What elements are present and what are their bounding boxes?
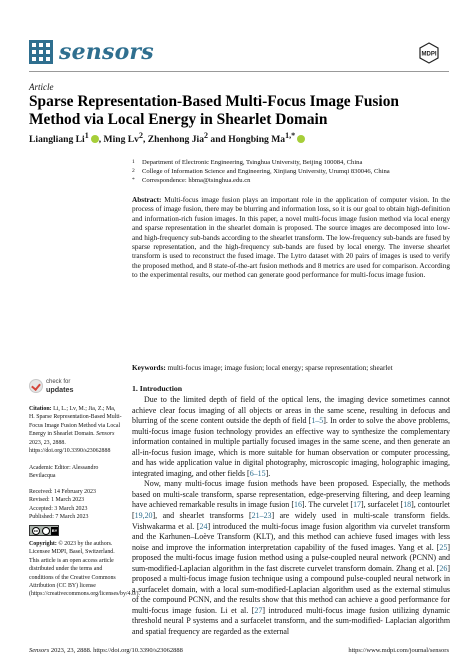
cc-icon: cc xyxy=(33,528,39,533)
affiliation xyxy=(132,176,450,185)
reference-link[interactable]: 21–23 xyxy=(251,511,272,521)
reference-link[interactable]: 26 xyxy=(439,563,448,573)
paragraph-text: ]. In order to solve the above problems, multi-focus image fusion technology provides an effective way to synthesize the complementary information contained in multiple partially focused images in the same scene, and then generate an all-in-focus fusion image, which is more suitable for human observation or computer processing, and has wide application value in digital photography, microscopic imaging, holographic imaging, integrated imaging, and other fields [ xyxy=(132,416,450,478)
introduction-paragraph-1 xyxy=(132,395,450,479)
author-list: Liangliang Li$^1$ , Ming Lv$^2$, Zhenhong Jia$^2$ and Hongbing $Ma^{1,*}$ xyxy=(29,131,305,145)
date-revised: Revised: 1 March 2023 xyxy=(29,497,85,504)
date-accepted: Accepted: 3 March 2023 xyxy=(29,505,88,512)
paragraph-text: ]. xyxy=(265,468,271,478)
citation xyxy=(29,405,122,455)
paragraph-text: ] introduced multi-focus image fusion utilizing dynamic threshold neural P systems and a surfacelet transform, and the sum-modified- Laplacian algorithm and spatial frequency are regarded as the external xyxy=(132,605,450,637)
date-published: Published: 7 March 2023 xyxy=(29,514,89,521)
journal-logo-icon xyxy=(29,40,53,64)
author-sup: 2 xyxy=(204,131,209,140)
paragraph-text: ]. The curvelet [ xyxy=(301,500,354,510)
reference-link[interactable]: 25 xyxy=(439,542,448,552)
abstract xyxy=(132,196,450,281)
journal-name: sensors xyxy=(59,39,154,65)
affiliation-text: Department of Electronic Engineering, Tsinghua University, Beijing 100084, China xyxy=(142,159,363,166)
article-type: Article xyxy=(29,82,54,92)
paragraph-text: ] are widely used in multi-scale transform fields. Vishwakarma et al. [ xyxy=(132,511,450,531)
author-sup: 1 xyxy=(84,131,89,140)
academic-editor: Academic Editor: Alessandro Bevilacqua xyxy=(29,465,99,480)
paragraph-text: ] proposed the multi-focus image fusion method using a pulse-coupled neural network (PCNN) and sum-modified-Laplacian algorithm in the fast discrete curvelet transform domain. Zhang et al. [ xyxy=(132,542,450,573)
affiliation-number: * xyxy=(132,177,135,183)
affiliation xyxy=(132,167,450,176)
reference-link[interactable]: 24 xyxy=(199,521,208,531)
cc-by-license-icon[interactable] xyxy=(29,525,59,536)
introduction-paragraph-2 xyxy=(132,479,450,637)
paragraph-text: Now, many multi-focus image fusion methods have been proposed. Especially, the methods based on multi-scale transform, sparse representation, edge-preserving filtering, and deep learning have achieved remarkable results in image fusion [ xyxy=(132,479,450,510)
reference-link[interactable]: 1–5 xyxy=(311,416,324,426)
copyright-notice xyxy=(29,540,140,599)
header-divider xyxy=(29,71,449,72)
reference-link[interactable]: 19,20 xyxy=(134,511,153,521)
citation-journal: Sensors xyxy=(96,431,115,438)
orcid-icon[interactable] xyxy=(297,135,305,143)
affiliation-number: 1 xyxy=(132,159,135,165)
keywords-text: multi-focus image; image fusion; local energy; sparse representation; shearlet xyxy=(167,364,393,372)
paragraph-text: Due to the limited depth of field of the optical lens, the imaging device sometimes cannot achieve clear focus imaging of all objects or areas in the same scene, resulting in defocus and blurring of the scene content outside the depth of field [ xyxy=(132,395,450,426)
attribution-person-icon xyxy=(42,527,50,535)
paragraph-text: ], and shearlet transforms [ xyxy=(152,511,252,521)
copyright-label: Copyright: xyxy=(29,541,57,547)
reference-link[interactable]: 6–15 xyxy=(249,468,266,478)
author-name[interactable]: Hongbing Ma xyxy=(228,134,286,146)
introduction-body xyxy=(132,395,450,638)
paragraph-text: ] proposed a multi-focus image fusion technique using a compound pulse-coupled neural network in a surfacelet domain, with a local sum-modified-Laplacian algorithm used as the external stimulus of the compound PCNN, and the results show that this method can achieve a good performance for multi-focus image fusion. Li et al. [ xyxy=(132,563,450,615)
publication-dates xyxy=(29,488,122,522)
paragraph-text: ] introduced the multi-focus image fusion algorithm via curvelet transform and the Karhunen–Loève Transform (KLT), and this method can achieve fused images with less noise and improve the information interpretation capability of the fused images. Yang et al. [ xyxy=(132,521,450,552)
reference-link[interactable]: 18 xyxy=(403,500,412,510)
abstract-text: Multi-focus image fusion plays an important role in the application of computer vision. In the process of image fusion, there may be blurring and information loss, so it is our goal to obtain high-definition and information-rich fusion images. In this paper, a novel multi-focus image fusion method via local energy and sparse representation in the shearlet domain is proposed. The source images are decomposed into low- and high-frequency sub-bands according to the shearlet transform. The low-frequency sub-bands are fused by sparse representation, and the high-frequency sub-bands are fused by local energy. The inverse shearlet transform is used to reconstruct the fused image. The Lytro dataset with 20 pairs of images is used to verify the proposed method, and 8 state-of-the-art fusion methods and 8 metrics are used for comparison. According to the experimental results, our method can generate good performance for multi-focus image fusion. xyxy=(132,196,450,280)
footer-journal: Sensors xyxy=(29,647,50,654)
footer-doi[interactable]: 2023, 23, 2888. https://doi.org/10.3390/s23062888 xyxy=(50,647,183,654)
journal-header xyxy=(29,40,449,70)
reference-link[interactable]: 27 xyxy=(254,605,263,615)
affiliation xyxy=(132,158,450,167)
affiliation-number: 2 xyxy=(132,168,135,174)
mdpi-logo-icon xyxy=(419,42,449,64)
author-sup: 1,* xyxy=(285,131,296,140)
page-footer xyxy=(29,647,449,654)
author-name[interactable]: Zhenhong Jia xyxy=(147,134,205,146)
check-for-updates-button[interactable] xyxy=(29,378,99,394)
check-updates-line2: updates xyxy=(46,385,74,394)
correspondence-email[interactable]: Correspondence: hbma@tsinghua.edu.cn xyxy=(142,177,251,184)
mdpi-logo-text: MDPI xyxy=(421,51,437,58)
footer-journal-url[interactable]: https://www.mdpi.com/journal/sensors xyxy=(348,647,449,654)
section-heading: 1. Introduction xyxy=(132,384,183,393)
paragraph-text: ], contourlet [ xyxy=(132,500,450,521)
affiliations xyxy=(132,158,450,185)
author-name[interactable]: Liangliang Li xyxy=(29,134,85,146)
check-updates-label xyxy=(46,379,74,393)
copyright-text: © 2023 by the authors. Licensee MDPI, Basel, Switzerland. This article is an open access article distributed under the terms and conditions of the Creative Commons Attribution (CC BY) license (https://creativecommons.org/licenses/by/4.0/). xyxy=(29,541,140,598)
article-title: Sparse Representation-Based Multi-Focus Image Fusion Method via Local Energy in Shearlet Domain xyxy=(29,93,399,128)
author-name[interactable]: Ming Lv xyxy=(103,134,139,146)
author-sup: 2 xyxy=(138,131,143,140)
keywords-label: Keywords: xyxy=(132,364,166,372)
abstract-label: Abstract: xyxy=(132,196,162,204)
citation-doi[interactable]: 2023, 23, 2888. https://doi.org/10.3390/s23062888 xyxy=(29,439,111,455)
affiliation-text: College of Information Science and Engineering, Xinjiang University, Urumqi 830046, China xyxy=(142,168,390,175)
check-updates-line1: check for xyxy=(46,379,71,385)
keywords xyxy=(132,364,450,373)
citation-text: Li, L.; Lv, M.; Jia, Z.; Ma, H. Sparse Representation-Based Multi-Focus Image Fusion Method via Local Energy in Shearlet Domain. xyxy=(29,406,122,438)
footer-citation xyxy=(29,647,183,654)
by-label: BY xyxy=(51,528,58,533)
check-updates-icon xyxy=(29,379,43,393)
paragraph-text: ], surfacelet [ xyxy=(361,500,404,510)
reference-link[interactable]: 17 xyxy=(353,500,361,510)
orcid-icon[interactable] xyxy=(91,135,99,143)
date-received: Received: 14 February 2023 xyxy=(29,489,96,495)
reference-link[interactable]: 16 xyxy=(293,500,302,510)
citation-label: Citation: xyxy=(29,406,52,412)
